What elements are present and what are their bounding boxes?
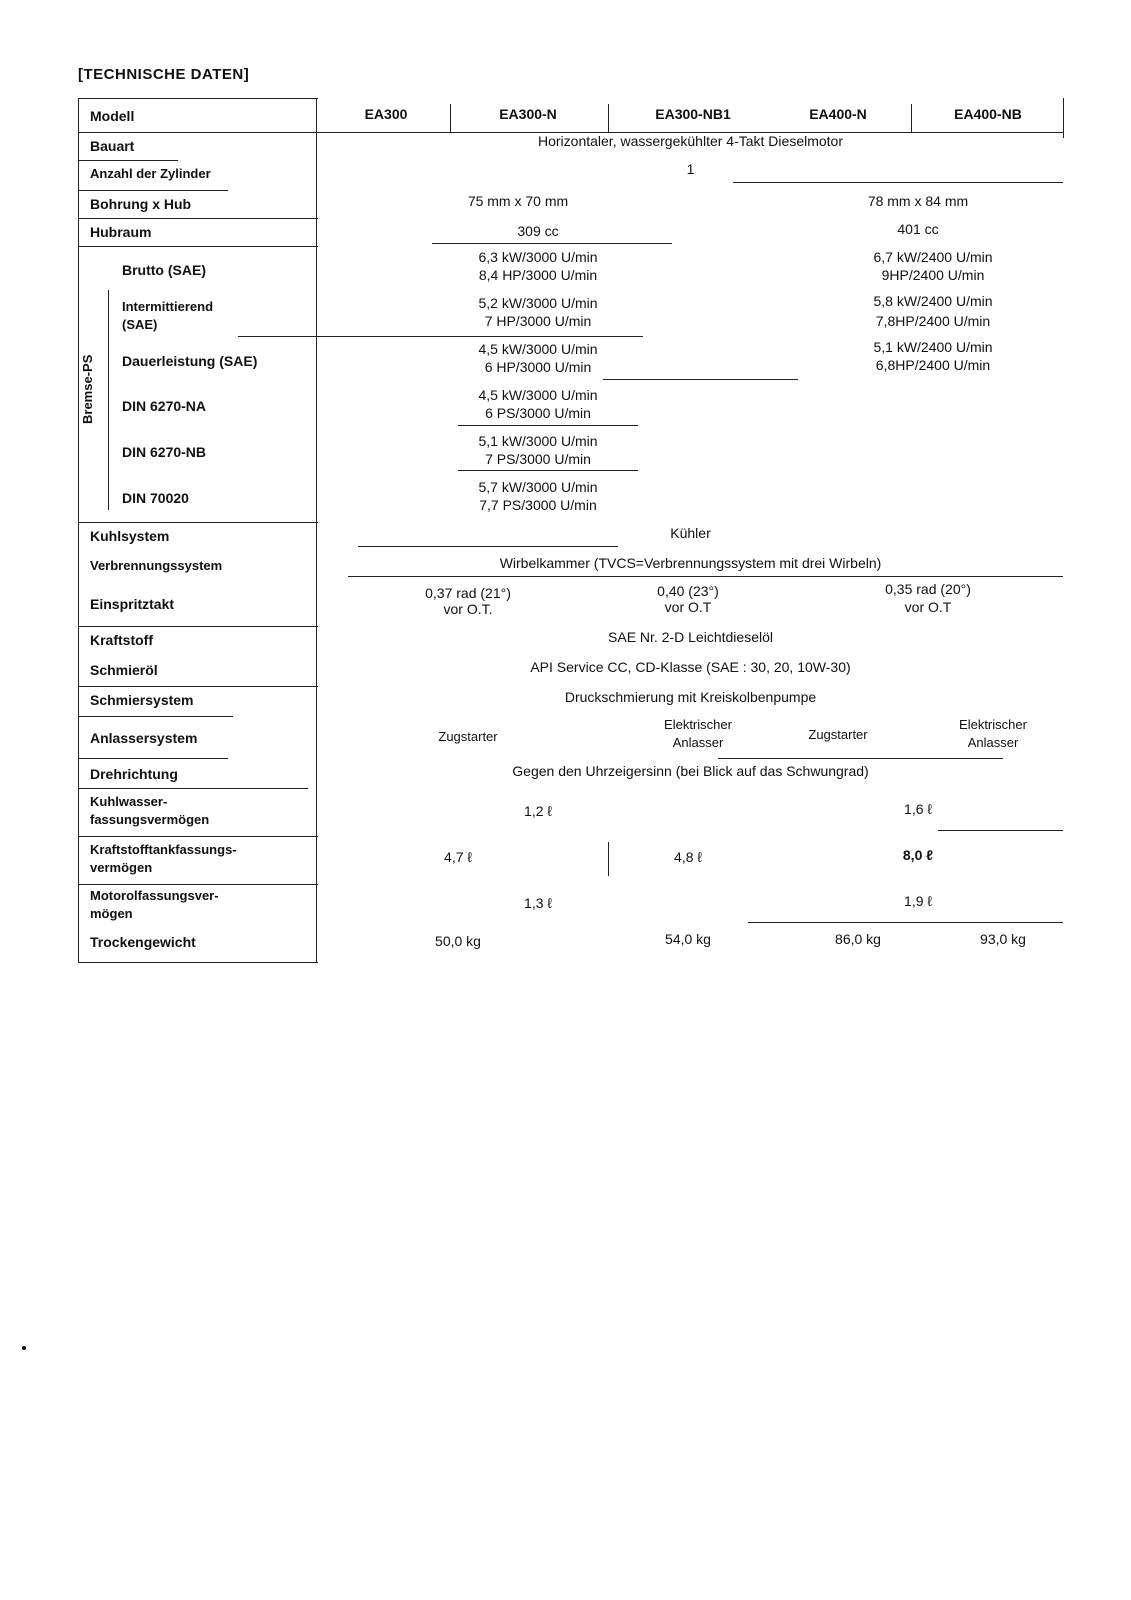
label-column-divider xyxy=(316,98,317,962)
label-schmierol: Schmieröl xyxy=(90,662,158,678)
model-ea400-n: EA400-N xyxy=(809,106,867,122)
row-divider xyxy=(78,246,318,247)
row-divider xyxy=(733,182,1063,183)
row-divider xyxy=(78,522,318,523)
label-verbrennungssystem: Verbrennungssystem xyxy=(90,558,223,573)
model-divider xyxy=(608,104,609,132)
value-kraftstoff: SAE Nr. 2-D Leichtdieselöl xyxy=(608,629,773,645)
label-kuhlwasser: Kuhlwasser- xyxy=(90,794,168,809)
row-divider xyxy=(458,470,638,471)
model-ea300: EA300 xyxy=(364,106,408,122)
label-kuhlwasser-2: fassungsvermögen xyxy=(90,812,210,827)
value-din-na-ps: 6 PS/3000 U/min xyxy=(485,405,591,421)
value-dauer-ea300-hp: 6 HP/3000 U/min xyxy=(484,359,592,375)
value-gewicht-d: 93,0 kg xyxy=(980,931,1026,947)
label-kuhlsystem: Kuhlsystem xyxy=(90,528,170,544)
scan-speck xyxy=(22,1346,26,1350)
value-din-na-kw: 4,5 kW/3000 U/min xyxy=(478,387,598,403)
value-hubraum-ea300: 309 cc xyxy=(517,223,559,239)
value-din-nb-kw: 5,1 kW/3000 U/min xyxy=(478,433,598,449)
table-right-border xyxy=(1063,98,1064,138)
label-hubraum: Hubraum xyxy=(90,224,152,240)
table-left-border xyxy=(78,98,79,962)
tank-divider xyxy=(608,842,609,876)
value-intermittierend-ea400-hp: 7,8HP/2400 U/min xyxy=(875,313,991,329)
label-kraftstofftank: Kraftstofftankfassungs- xyxy=(90,842,237,857)
label-brutto: Brutto (SAE) xyxy=(122,262,206,278)
value-bohrung-ea300: 75 mm x 70 mm xyxy=(467,193,569,209)
value-einspritz-b-rad: 0,40 (23°) xyxy=(657,583,719,599)
value-gewicht-c: 86,0 kg xyxy=(835,931,881,947)
label-motorol: Motorolfassungsver- xyxy=(90,888,219,903)
model-divider xyxy=(450,104,451,132)
value-brutto-ea300-hp: 8,4 HP/3000 U/min xyxy=(478,267,598,283)
label-drehrichtung: Drehrichtung xyxy=(90,766,178,782)
model-divider xyxy=(911,104,912,132)
row-divider xyxy=(432,243,672,244)
value-schmierol: API Service CC, CD-Klasse (SAE : 30, 20, 10W-30) xyxy=(530,659,851,675)
row-divider xyxy=(78,788,308,789)
value-kuhlwasser-ea400: 1,6 ℓ xyxy=(904,801,932,817)
value-din-70020-ps: 7,7 PS/3000 U/min xyxy=(479,497,597,513)
value-intermittierend-ea300-kw: 5,2 kW/3000 U/min xyxy=(478,295,598,311)
value-tank-a: 4,7 ℓ xyxy=(444,849,472,865)
row-divider xyxy=(78,884,318,885)
value-tank-b: 4,8 ℓ xyxy=(674,849,702,865)
value-zylinder: 1 xyxy=(686,161,695,177)
value-gewicht-b: 54,0 kg xyxy=(665,931,711,947)
value-drehrichtung: Gegen den Uhrzeigersinn (bei Blick auf das Schwungrad) xyxy=(512,763,869,779)
model-ea300-nb1: EA300-NB1 xyxy=(655,106,731,122)
value-anlasser-a: Zugstarter xyxy=(438,729,498,744)
value-din-70020-kw: 5,7 kW/3000 U/min xyxy=(478,479,598,495)
label-modell: Modell xyxy=(90,108,135,124)
row-divider xyxy=(78,716,233,717)
row-divider xyxy=(348,576,1063,577)
label-din-6270-na: DIN 6270-NA xyxy=(122,398,207,414)
row-divider xyxy=(78,836,318,837)
value-kuhlwasser-ea300: 1,2 ℓ xyxy=(524,803,552,819)
row-divider xyxy=(78,962,318,963)
row-divider xyxy=(78,98,318,99)
label-kraftstofftank-2: vermögen xyxy=(90,860,153,875)
row-divider xyxy=(238,336,643,337)
side-label-bremse-ps: Bremse-PS xyxy=(80,354,95,424)
label-anlassersystem: Anlassersystem xyxy=(90,730,198,746)
model-ea300-n: EA300-N xyxy=(499,106,557,122)
value-anlasser-c: Zugstarter xyxy=(808,727,868,742)
row-divider xyxy=(78,218,318,219)
value-brutto-ea400-kw: 6,7 kW/2400 U/min xyxy=(873,249,993,265)
label-din-70020: DIN 70020 xyxy=(122,490,189,506)
value-dauer-ea400-hp: 6,8HP/2400 U/min xyxy=(875,357,991,373)
page-title: [TECHNISCHE DATEN] xyxy=(78,66,250,83)
value-verbrennungssystem: Wirbelkammer (TVCS=Verbrennungssystem mit drei Wirbeln) xyxy=(499,555,882,571)
label-kraftstoff: Kraftstoff xyxy=(90,632,153,648)
value-intermittierend-ea300-hp: 7 HP/3000 U/min xyxy=(484,313,592,329)
value-anlasser-d-2: Anlasser xyxy=(967,735,1019,750)
label-intermittierend-sae: (SAE) xyxy=(122,317,158,332)
value-einspritz-c-vor: vor O.T xyxy=(904,599,952,615)
value-bohrung-ea400: 78 mm x 84 mm xyxy=(867,193,969,209)
value-brutto-ea400-hp: 9HP/2400 U/min xyxy=(881,267,985,283)
value-schmiersystem: Druckschmierung mit Kreiskolbenpumpe xyxy=(564,689,817,705)
value-einspritz-b-vor: vor O.T xyxy=(664,599,712,615)
row-divider xyxy=(78,626,318,627)
row-divider xyxy=(938,830,1063,831)
label-dauerleistung: Dauerleistung (SAE) xyxy=(122,353,258,369)
value-anlasser-b-1: Elektrischer xyxy=(664,717,732,732)
label-schmiersystem: Schmiersystem xyxy=(90,692,194,708)
row-divider xyxy=(748,922,1063,923)
value-motorol-ea400: 1,9 ℓ xyxy=(904,893,932,909)
value-intermittierend-ea400-kw: 5,8 kW/2400 U/min xyxy=(873,293,993,309)
value-einspritz-a-vor: vor O.T. xyxy=(443,601,493,617)
value-hubraum-ea400: 401 cc xyxy=(897,221,939,237)
value-einspritz-c-rad: 0,35 rad (20°) xyxy=(885,581,971,597)
model-ea400-nb: EA400-NB xyxy=(954,106,1022,122)
label-bauart: Bauart xyxy=(90,138,135,154)
label-zylinder: Anzahl der Zylinder xyxy=(90,166,211,181)
value-anlasser-b-2: Anlasser xyxy=(672,735,724,750)
value-tank-c: 8,0 ℓ xyxy=(902,847,934,863)
value-brutto-ea300-kw: 6,3 kW/3000 U/min xyxy=(478,249,598,265)
value-din-nb-ps: 7 PS/3000 U/min xyxy=(485,451,591,467)
label-trockengewicht: Trockengewicht xyxy=(90,934,196,950)
value-einspritz-a-rad: 0,37 rad (21°) xyxy=(425,585,511,601)
value-kuhlsystem: Kühler xyxy=(670,525,711,541)
label-bohrung: Bohrung x Hub xyxy=(90,196,192,212)
bremse-ps-bracket xyxy=(108,290,109,510)
value-dauer-ea300-kw: 4,5 kW/3000 U/min xyxy=(478,341,598,357)
row-divider xyxy=(458,425,638,426)
value-motorol-ea300: 1,3 ℓ xyxy=(524,895,552,911)
label-din-6270-nb: DIN 6270-NB xyxy=(122,444,207,460)
row-divider xyxy=(78,758,228,759)
label-motorol-2: mögen xyxy=(90,906,133,921)
value-anlasser-d-1: Elektrischer xyxy=(959,717,1027,732)
label-intermittierend: Intermittierend xyxy=(122,299,214,314)
label-einspritztakt: Einspritztakt xyxy=(90,596,175,612)
value-dauer-ea400-kw: 5,1 kW/2400 U/min xyxy=(873,339,993,355)
value-gewicht-a: 50,0 kg xyxy=(435,933,481,949)
row-divider xyxy=(78,190,228,191)
row-divider xyxy=(358,546,618,547)
row-divider xyxy=(78,686,318,687)
row-divider xyxy=(603,379,798,380)
value-bauart: Horizontaler, wassergekühlter 4-Takt Dieselmotor xyxy=(537,133,843,149)
row-divider xyxy=(718,758,1003,759)
row-divider xyxy=(78,160,178,161)
